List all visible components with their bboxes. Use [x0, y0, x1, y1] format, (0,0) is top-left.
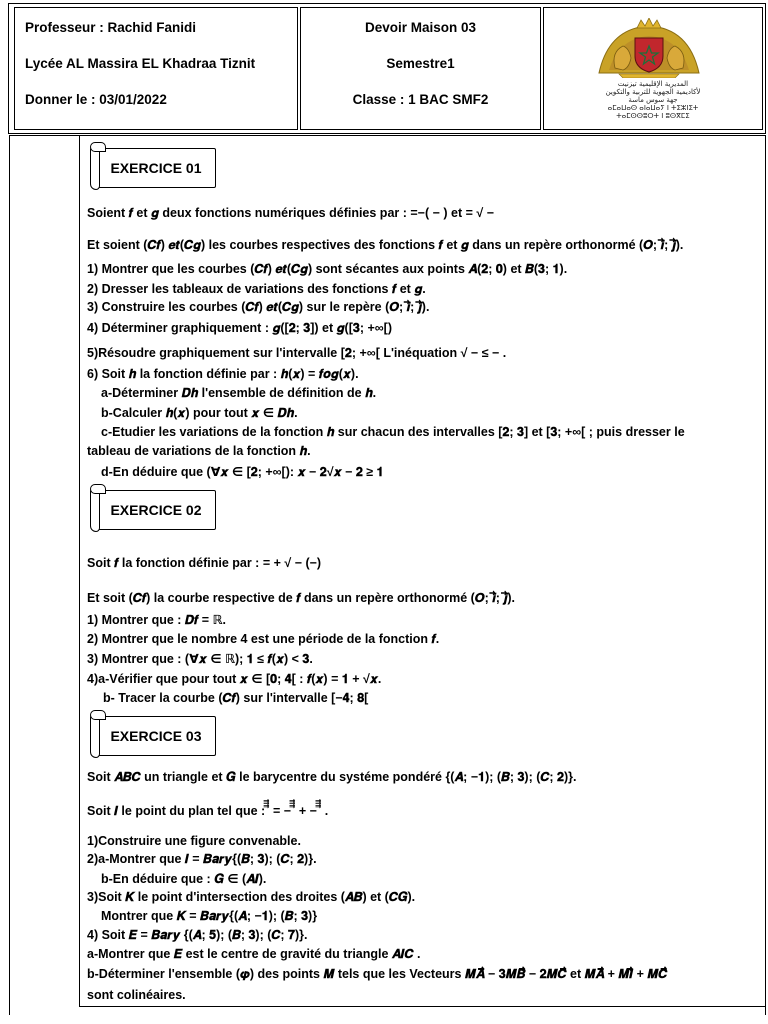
- header-info-box: [14, 7, 298, 130]
- header-title-box: [300, 7, 541, 130]
- ex2-line-4: 2) Montrer que le nombre 4 est une période de la fonction 𝒇.: [87, 632, 440, 646]
- ex3-line-7: Montrer que 𝑲 = 𝑩𝒂𝒓𝒚{(𝑨; −𝟏); (𝑩; 𝟑)}: [101, 909, 318, 923]
- exercise-3-banner: [88, 710, 218, 758]
- moroccan-emblem-icon: [589, 18, 709, 78]
- ex1-line-12: tableau de variations de la fonction 𝒉.: [87, 444, 311, 458]
- ex3-line-11: sont colinéaires.: [87, 988, 186, 1002]
- exercise-2-banner: [88, 484, 218, 532]
- ex1-line-4: 2) Dresser les tableaux de variations des fonctions 𝒇 et 𝒈.: [87, 282, 426, 296]
- ex3-line-10: b-Déterminer l'ensemble (𝝋) des points 𝑴 tels que les Vecteurs 𝑴𝑨⃗⃗⃗⃗⃗⃗ − 𝟑𝑴𝑩⃗⃗⃗⃗⃗⃗ − 𝟐𝑴𝑪⃗⃗⃗⃗⃗⃗ et 𝑴𝑨⃗⃗⃗⃗⃗⃗ + 𝑴𝑰⃗⃗⃗⃗⃗ + 𝑴𝑪⃗⃗⃗⃗⃗⃗: [87, 967, 668, 981]
- arabic-line-1: المديرية الإقليمية تيزنيت: [617, 80, 689, 88]
- ex3-line-8: 4) Soit 𝑬 = 𝑩𝒂𝒓𝒚 {(𝑨; 𝟓); (𝑩; 𝟑); (𝑪; 𝟕)}.: [87, 928, 308, 942]
- margin-rule: [79, 135, 80, 1007]
- ex1-line-3: 1) Montrer que les courbes (𝑪𝒇) 𝒆𝒕(𝑪𝒈) sont sécantes aux points 𝑨(𝟐; 𝟎) et 𝑩(𝟑; 𝟏).: [87, 262, 568, 276]
- ex2-line-7: b- Tracer la courbe (𝑪𝒇) sur l'intervalle [−𝟒; 𝟖[: [103, 691, 369, 705]
- exercise-2-title: EXERCICE 02: [110, 502, 202, 518]
- school-name: Lycée AL Massira EL Khadraa Tiznit: [25, 56, 256, 71]
- ex1-line-9: a-Déterminer 𝑫𝒉 l'ensemble de définition de 𝒉.: [101, 386, 377, 400]
- ex3-line-3: 1)Construire une figure convenable.: [87, 834, 301, 848]
- ex2-line-6: 4)a-Vérifier que pour tout 𝒙 ∈ [𝟎; 𝟒[ : 𝒇(𝒙) = 𝟏 + √𝒙.: [87, 672, 382, 686]
- arabic-line-3: جهة سوس ماسة: [628, 96, 678, 104]
- exercise-3-title: EXERCICE 03: [110, 728, 202, 744]
- ex1-line-5: 3) Construire les courbes (𝑪𝒇) 𝒆𝒕(𝑪𝒈) sur le repère (𝑶; 𝒊⃗; 𝒋⃗).: [87, 300, 430, 314]
- ex2-line-3: 1) Montrer que : 𝑫𝒇 = ℝ.: [87, 613, 226, 627]
- ex1-line-13: d-En déduire que (∀𝒙 ∈ [𝟐; +∞[): 𝒙 − 𝟐√𝒙 − 𝟐 ≥ 𝟏: [101, 465, 384, 479]
- ex3-line-2: Soit 𝑰 le point du plan tel que : ⃗⃗⃗⃗⃗ = − ⃗⃗⃗⃗⃗ + − ⃗⃗⃗⃗⃗ .: [87, 804, 329, 818]
- ex1-line-2: Et soient (𝑪𝒇) 𝒆𝒕(𝑪𝒈) les courbes respectives des fonctions 𝒇 et 𝒈 dans un repère orthonormé (𝑶; 𝒊⃗; 𝒋⃗).: [87, 238, 684, 252]
- exercise-1-banner: [88, 142, 218, 190]
- ex3-line-6: 3)Soit 𝑲 le point d'intersection des droites (𝑨𝑩) et (𝑪𝑮).: [87, 890, 416, 904]
- assignment-title: Devoir Maison 03: [364, 20, 477, 35]
- ex1-line-11: c-Etudier les variations de la fonction 𝒉 sur chacun des intervalles [𝟐; 𝟑] et [𝟑; +∞[ ; puis dresser le: [101, 425, 685, 439]
- class-label: Classe : 1 BAC SMF2: [352, 92, 489, 107]
- ex3-line-4: 2)a-Montrer que 𝑰 = 𝑩𝒂𝒓𝒚{(𝑩; 𝟑); (𝑪; 𝟐)}.: [87, 852, 317, 866]
- exercise-1-title: EXERCICE 01: [110, 160, 202, 176]
- ex3-line-9: a-Montrer que 𝑬 est le centre de gravité du triangle 𝑨𝑰𝑪 .: [87, 947, 421, 961]
- ex3-line-5: b-En déduire que : 𝑮 ∈ (𝑨𝑰).: [101, 872, 267, 886]
- ex2-line-2: Et soit (𝑪𝒇) la courbe respective de 𝒇 dans un repère orthonormé (𝑶; 𝒊⃗; 𝒋⃗).: [87, 591, 516, 605]
- ex1-line-8: 6) Soit 𝒉 la fonction définie par : 𝒉(𝒙) = 𝒇𝒐𝒈(𝒙).: [87, 367, 359, 381]
- tifinagh-line-1: ⴰⵎⴰⵡⴰⵙ ⴰⵏⴰⵡⴰⵢ ⵏ ⵜⵉⵣⵏⵉⵜ: [607, 104, 699, 112]
- arabic-line-2: لأكاديمية الجهوية للتربية والتكوين: [605, 88, 701, 96]
- header-logo-box: [543, 7, 763, 130]
- issue-date: Donner le : 03/01/2022: [25, 92, 167, 107]
- ex3-line-1: Soit 𝑨𝑩𝑪 un triangle et 𝑮 le barycentre du systéme pondéré {(𝑨; −𝟏); (𝑩; 𝟑); (𝑪; 𝟐)}.: [87, 770, 577, 784]
- ex1-line-10: b-Calculer 𝒉(𝒙) pour tout 𝒙 ∈ 𝑫𝒉.: [101, 406, 298, 420]
- ex1-line-6: 4) Déterminer graphiquement : 𝒈([𝟐; 𝟑]) et 𝒈([𝟑; +∞[): [87, 321, 392, 335]
- bottom-rule: [79, 1006, 766, 1007]
- semester-label: Semestre1: [386, 56, 455, 71]
- ex1-line-1: Soient 𝒇 et 𝒈 deux fonctions numériques définies par : =−( − ) et = √ −: [87, 206, 495, 220]
- ex1-line-7: 5)Résoudre graphiquement sur l'intervalle [𝟐; +∞[ L'inéquation √ − ≤ − .: [87, 346, 507, 360]
- teacher-name: Professeur : Rachid Fanidi: [25, 20, 197, 35]
- tifinagh-line-2: ⵜⴰⵎⵙⵙⵓⵔⵜ ⵏ ⵓⵙⴳⵎⵉ: [616, 112, 690, 120]
- ex2-line-1: Soit 𝒇 la fonction définie par : = + √ − (−): [87, 556, 322, 570]
- ex2-line-5: 3) Montrer que : (∀𝒙 ∈ ℝ); 𝟏 ≤ 𝒇(𝒙) < 𝟑.: [87, 652, 313, 666]
